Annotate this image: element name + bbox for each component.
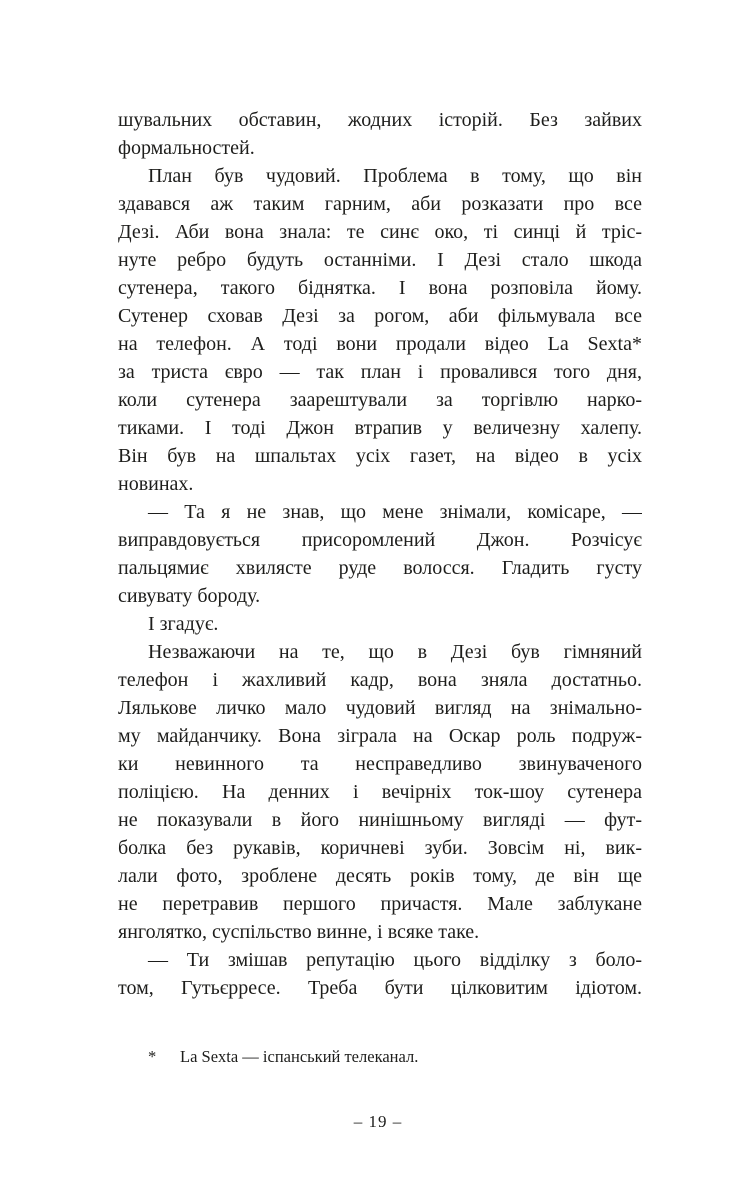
text-line: тиками. І тоді Джон втрапив у величезну халепу. [118,417,642,439]
text-line: — Та я не знав, що мене знімали, комісаре, — [148,501,642,523]
footnote-marker: * [148,1047,157,1066]
text-block [118,106,642,1002]
text-line: І згадує. [148,613,219,635]
text-line: новинах. [118,473,194,495]
text-line: Дезі. Аби вона знала: те синє око, ті синці й тріс- [118,221,642,243]
text-line: том, Гутьєрресе. Треба бути цілковитим ідіотом. [118,977,642,999]
text-line: за триста євро — так план і провалився того дня, [118,361,642,383]
text-line: Сутенер сховав Дезі за рогом, аби фільмувала все [118,305,642,327]
footnote [148,1046,642,1068]
text-line: нуте ребро будуть останніми. І Дезі стало шкода [118,249,642,271]
page-number: – 19 – [353,1112,403,1131]
text-line: лали фото, зроблене десять років тому, де він ще [118,865,642,887]
text-line: ки невинного та несправедливо звинуваченого [118,753,642,775]
text-line: не перетравив першого причастя. Мале заблукане [118,893,642,915]
text-line: му майданчику. Вона зіграла на Оскар роль подруж- [118,725,642,747]
text-line: янголятко, суспільство винне, і всяке таке. [118,921,480,943]
text-line: телефон і жахливий кадр, вона зняла достатньо. [118,669,642,691]
text-line: сивувату бороду. [118,585,261,607]
text-line: здавався аж таким гарним, аби розказати про все [118,193,642,215]
text-line: коли сутенера заарештували за торгівлю нарко- [118,389,642,411]
text-line: формальностей. [118,137,255,159]
text-line: шувальних обставин, жодних історій. Без зайвих [118,109,642,131]
text-line: не показували в його нинішньому вигляді — фут- [118,809,642,831]
footnote-text: La Sexta — іспанський телеканал. [180,1047,419,1066]
text-line: виправдовується присоромлений Джон. Розчісує [118,529,642,551]
text-line: на телефон. А тоді вони продали відео La Sexta* [118,333,642,355]
text-line: поліцією. На денних і вечірніх ток-шоу сутенера [118,781,642,803]
text-line: План був чудовий. Проблема в тому, що він [148,165,642,187]
text-line: Він був на шпальтах усіх газет, на відео в усіх [118,445,642,467]
text-line: сутенера, такого біднятка. І вона розповіла йому. [118,277,642,299]
text-line: пальцямиє хвилясте руде волосся. Гладить густу [118,557,642,579]
text-line: Незважаючи на те, що в Дезі був гімняний [148,641,642,663]
text-line: Лялькове личко мало чудовий вигляд на знімально- [118,697,642,719]
text-line: — Ти змішав репутацію цього відділку з боло- [148,949,642,971]
text-line: болка без рукавів, коричневі зуби. Зовсім ні, вик- [118,837,642,859]
